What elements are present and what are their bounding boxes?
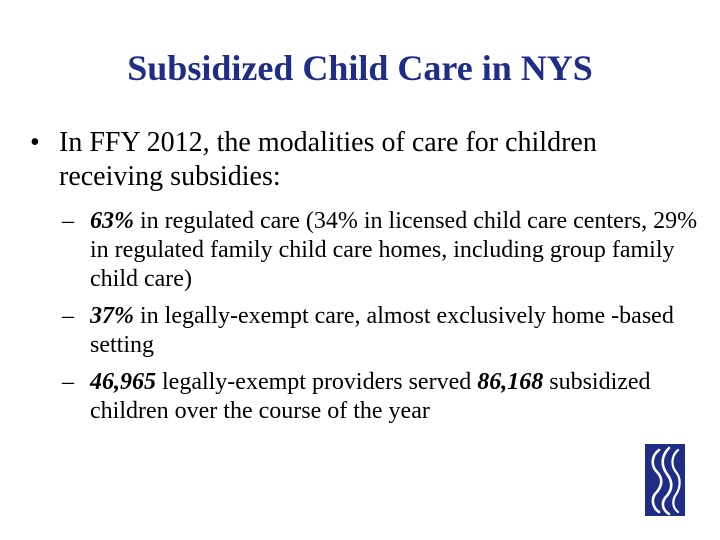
bullet-item <box>30 126 700 194</box>
slide-title: Subsidized Child Care in NYS <box>127 48 593 88</box>
dash-marker: – <box>62 303 74 329</box>
sub-bullet-text: in legally-exempt care, almost exclusively home -based setting <box>90 303 674 358</box>
sub-bullet-emphasis: 63% <box>90 208 134 234</box>
ocfs-logo-icon <box>645 444 685 516</box>
sub-bullet-text: subsidized children over the course of the year <box>90 369 651 424</box>
sub-bullet-list <box>62 207 717 426</box>
sub-bullet-item <box>62 207 717 294</box>
sub-bullet-emphasis: 86,168 <box>477 369 544 395</box>
dash-marker: – <box>62 208 74 234</box>
sub-bullet-item <box>62 302 717 360</box>
bullet-marker: • <box>30 127 40 158</box>
dash-marker: – <box>62 369 74 395</box>
sub-bullet-text: legally-exempt providers served <box>156 369 478 395</box>
sub-bullet-emphasis: 46,965 <box>90 369 156 395</box>
sub-bullet-item <box>62 368 717 426</box>
slide-content <box>30 126 700 434</box>
sub-bullet-emphasis: 37% <box>90 303 134 329</box>
bullet-text: In FFY 2012, the modalities of care for children receiving subsidies: <box>59 127 597 192</box>
sub-bullet-text: in regulated care (34% in licensed child care centers, 29% in regulated family child care homes, including group family child care) <box>90 208 698 292</box>
